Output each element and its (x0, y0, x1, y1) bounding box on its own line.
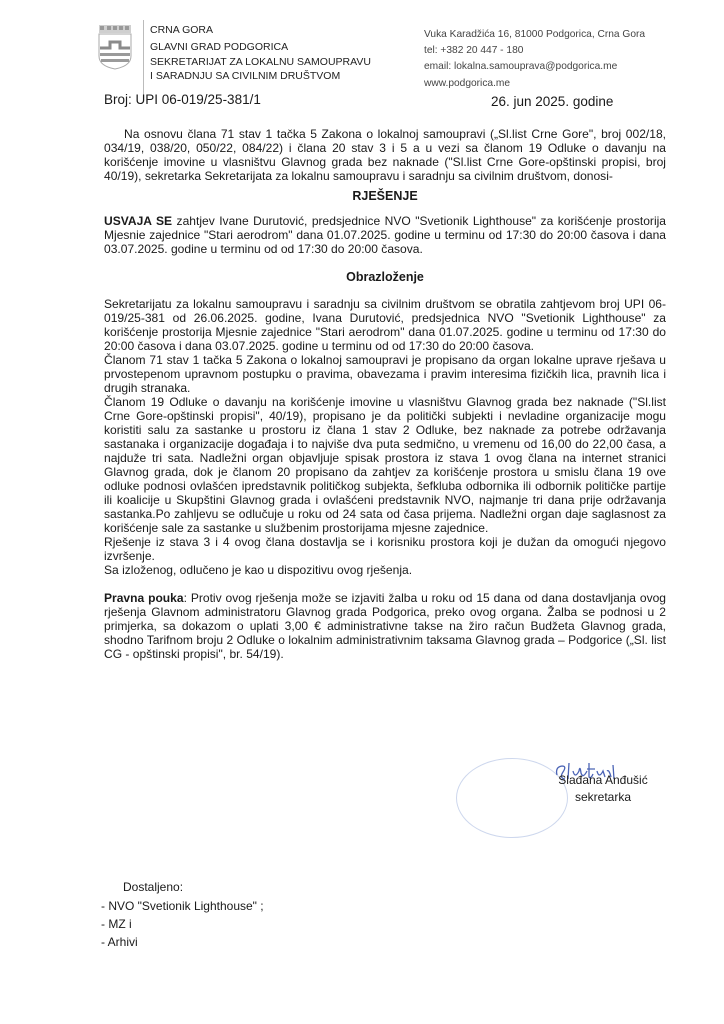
document-body (104, 127, 666, 661)
decision-text (104, 214, 666, 256)
org-city: GLAVNI GRAD PODGORICA (150, 40, 289, 53)
reasoning-paragraph: Sekretarijatu za lokalnu samoupravu i saradnju sa civilnim društvom se obratila zahtjevom broj UPI 06-019/25-381 od 26.06.2025. godine, Ivana Durutović, predsjednica NVO "Svetionik Lighthouse" za korišćenje prostorija Mjesnie zajednice "Stari aerodrom" dana 01.07.2025. godine u terminu od 17:30 do 20:00 časova i dana 03.07.2025. godine u terminu od od 17:30 do 20:00 časova. (104, 297, 666, 353)
delivery-list (101, 878, 264, 951)
contact-block (424, 27, 645, 92)
decision-title: RJEŠENJE (352, 189, 418, 203)
document-date: 26. jun 2025. godine (491, 94, 614, 109)
signatory-role: sekretarka (574, 790, 632, 804)
reasoning-paragraph: Rješenje iz stava 3 i 4 ovog člana dostavlja se i korisniku prostora koji je dužan da omogući njegovo izvršenje. (104, 535, 666, 563)
org-secretariat: SEKRETARIJAT ZA LOKALNU SAMOUPRAVU (150, 56, 371, 68)
contact-phone: tel: +382 20 447 - 180 (424, 45, 524, 57)
reasoning-paragraph: Sa izloženog, odlučeno je kao u dispozitivu ovog rješenja. (104, 563, 413, 577)
issuing-organization (150, 22, 371, 82)
org-country: CRNA GORA (150, 24, 214, 36)
header-divider (143, 20, 144, 100)
reasoning-title: Obrazloženje (346, 270, 424, 284)
delivery-item: - MZ i (101, 917, 132, 931)
contact-website[interactable]: www.podgorica.me (424, 77, 511, 89)
legal-notice (104, 591, 666, 661)
legal-notice-text: : Protiv ovog rješenja može se izjaviti žalba u roku od 15 dana od dana dostavljanja ovog rješenja Glavnom administratoru Glavnog grada Podgorica, preko ovog organa. Žalba se podnosi u 2 primjerka, sa dokazom o uplati 3,00 € administrativne takse na žiro račun Budžeta Glavnog grada, shodno Tarifnom broju 2 Odluke o lokalnim administrativnim taksama Glavnog grada – Podgorice („Sl. list CG - opštinski propisi", br. 54/19). (104, 591, 666, 661)
reasoning-paragraph: Članom 19 Odluke o davanju na korišćenje imovine u vlasništvu Glavnog grada bez naknade ("Sl.list Crne Gore-opštinski propisi", 40/19), propisano je da politički subjekti i nevladine organizacije mogu koristiti salu za sastanke u prostoru iz člana 1 stav 2 Odluke, bez naknade za potrebe održavanja sastanaka i organizacije događaja i to najviše dva puta sedmično, u vremenu od 16,00 do 22,00 časa, a najduže tri sata. Nadležni organ objavljuje spisak prostora iz stava 1 ovog člana na internet stranici Glavnog grada, dok je članom 20 propisano da zahtjev za korišćenje prostora u smislu člana 19 ove odluke podnosi ovlašćen ipredstavnik političkog subjekta, šefkluba odbornika ili odbornik političke partije ili koalicije u Skupštini Glavnog grada i ovlašćeni predstavnik NVO, najmanje tri dana prije održavanja sastanka.Po zahljevu se odlučuje u roku od 24 sata od časa prijema. Nadležni organ daje saglasnost za korišćenje sale za sastanke u službenim prostorijama mjesne zajednice. (104, 395, 666, 535)
delivery-title: Dostaljeno: (123, 880, 184, 894)
preamble: Na osnovu člana 71 stav 1 tačka 5 Zakona o lokalnoj samoupravi („Sl.list Crne Gore", broj 002/18, 034/19, 038/20, 050/22, 084/22) i člana 20 stav 3 i 5 a u vezi sa članom 19 Odluke o davanju na korišćenje imovine u vlasništvu Glavnog grada bez naknade ("Sl.list Crne Gore-opštinski propisi, broj 40/19), sekretarka Sekretarijata za lokalnu samoupravu i saradnju sa civilnim društvom, donosi- (104, 127, 666, 183)
legal-notice-label: Pravna pouka (104, 591, 184, 605)
delivery-item: - NVO "Svetionik Lighthouse" ; (101, 899, 264, 913)
org-secretariat-2: I SARADNJU SA CIVILNIM DRUŠTVOM (150, 69, 341, 82)
signatory (548, 772, 658, 806)
document-number: Broj: UPI 06-019/25-381/1 (104, 92, 261, 107)
coat-of-arms-icon (96, 24, 134, 70)
delivery-item: - Arhivi (101, 935, 138, 949)
contact-email[interactable]: email: lokalna.samouprava@podgorica.me (424, 61, 618, 73)
reasoning-paragraph: Članom 71 stav 1 tačka 5 Zakona o lokalnoj samoupravi je propisano da organ lokalne uprave rješava u prvostepenom upravnom postupku o pravima, obavezama i pravim interesima fizičkih lica, pravnih lica i drugih stranaka. (104, 353, 666, 395)
signatory-name: Slađana Anđušić (558, 773, 648, 787)
decision-body: zahtjev Ivane Durutović, predsjednice NVO "Svetionik Lighthouse" za korišćenje prostorija Mjesnie zajednice "Stari aerodrom" dana 01.07.2025. godine u terminu od 17:30 do 20:00 časova i dana 03.07.2025. godine u terminu od od 17:30 do 20:00 časova. (104, 214, 666, 256)
contact-address: Vuka Karadžića 16, 81000 Podgorica, Crna Gora (424, 29, 646, 40)
decision-lead: USVAJA SE (104, 214, 173, 228)
